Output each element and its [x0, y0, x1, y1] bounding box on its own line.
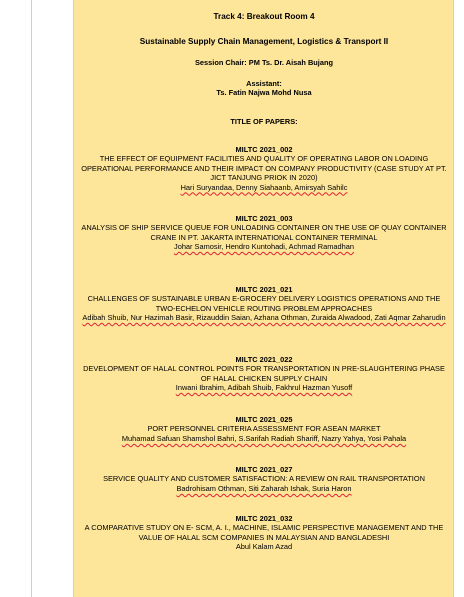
paper-item: [78, 355, 450, 393]
paper-authors: Muhamad Safuan Shamshol Bahri, S.Sarifah Radiah Shariff, Nazry Yahya, Yosi Pahala: [121, 433, 407, 443]
paper-authors: Inwani Ibrahim, Adibah Shuib, Fakhrul Hazman Yusoff: [175, 383, 353, 393]
paper-code: MILTC 2021_002: [235, 145, 293, 154]
paper-item: [78, 285, 450, 323]
paper-title: SERVICE QUALITY AND CUSTOMER SATISFACTION: A REVIEW ON RAIL TRANSPORTATION: [103, 474, 425, 484]
paper-authors: Adibah Shuib, Nur Hazimah Basir, Rizauddin Saian, Azhana Othman, Zuraida Alwadood, Zati Aqmar Zaharudin: [82, 313, 446, 323]
assistant-label: Assistant:: [246, 79, 282, 88]
paper-title: A COMPARATIVE STUDY ON E- SCM, A. I., MACHINE, ISLAMIC PERSPECTIVE MANAGEMENT AND THE VALUE OF HALAL SCM COMPANIES IN MALAYSIAN AND BANGLADESHI: [84, 523, 444, 542]
paper-title: CHALLENGES OF SUSTAINABLE URBAN E-GROCERY DELIVERY LOGISTICS OPERATIONS AND THE TWO-ECHELON VEHICLE ROUTING PROBLEM APPROACHES: [87, 294, 441, 313]
paper-title: PORT PERSONNEL CRITERIA ASSESSMENT FOR ASEAN MARKET: [147, 424, 381, 434]
session-subtitle: Sustainable Supply Chain Management, Logistics & Transport II: [139, 37, 389, 46]
assistant-name: Ts. Fatin Najwa Mohd Nusa: [216, 88, 312, 97]
session-chair: Session Chair: PM Ts. Dr. Aisah Bujang: [195, 58, 333, 67]
paper-item: [78, 145, 450, 192]
paper-item: [78, 214, 450, 252]
paper-title: DEVELOPMENT OF HALAL CONTROL POINTS FOR TRANSPORTATION IN PRE-SLAUGHTERING PHASE OF HALAL CHICKEN SUPPLY CHAIN: [83, 364, 445, 383]
paper-code: MILTC 2021_003: [235, 214, 293, 223]
paper-authors: Badrohisam Othman, Siti Zaharah Ishak, Suria Haron: [176, 483, 352, 493]
papers-heading: TITLE OF PAPERS:: [230, 117, 298, 126]
paper-title: THE EFFECT OF EQUIPMENT FACILITIES AND QUALITY OF OPERATING LABOR ON LOADING OPERATIONAL PERFORMANCE AND THEIR IMPACT ON COMPANY PRODUCTIVITY (CASE STUDY AT PT. JICT TANJUNG PRIOK IN 2020): [81, 154, 447, 183]
paper-code: MILTC 2021_021: [235, 285, 293, 294]
paper-code: MILTC 2021_032: [235, 514, 293, 523]
paper-code: MILTC 2021_027: [235, 465, 293, 474]
paper-code: MILTC 2021_022: [235, 355, 293, 364]
paper-item: [78, 514, 450, 552]
paper-code: MILTC 2021_025: [235, 415, 293, 424]
paper-item: [78, 465, 450, 493]
track-heading: Track 4: Breakout Room 4: [213, 12, 315, 21]
paper-title: ANALYSIS OF SHIP SERVICE QUEUE FOR UNLOADING CONTAINER ON THE USE OF QUAY CONTAINER CRANE IN PT. JAKARTA INTERNATIONAL CONTAINER TERMINAL: [81, 223, 447, 242]
paper-item: [78, 415, 450, 443]
paper-authors: Hari Suryandaa, Denny Siahaanb, Amirsyah Sahilc: [180, 182, 348, 192]
paper-authors: Abul Kalam Azad: [235, 542, 293, 552]
table-rule-left: [31, 0, 32, 597]
paper-authors: Johar Samosir, Hendro Kuntohadi, Achmad Ramadhan: [174, 242, 354, 252]
